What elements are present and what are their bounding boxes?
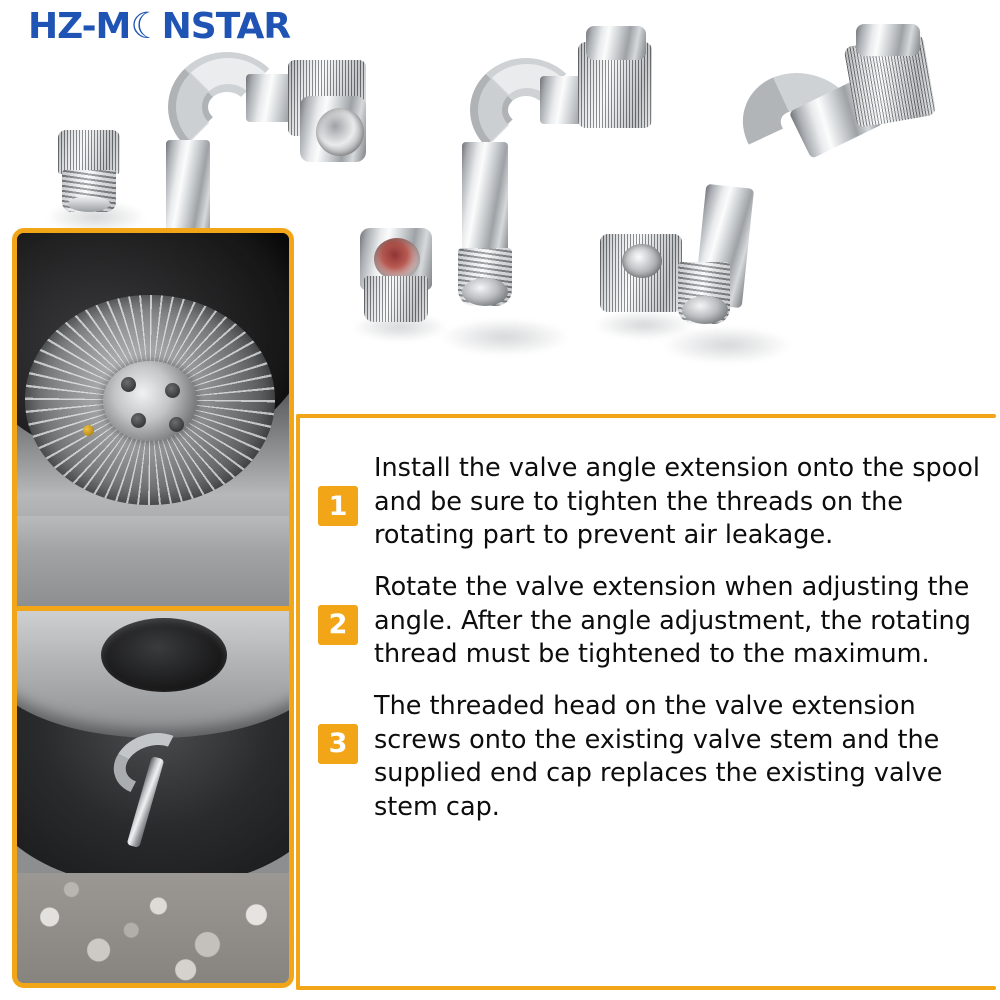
instruction-step (318, 690, 986, 825)
step-text: The threaded head on the valve extension screws onto the existing valve stem and the supplied end cap replaces the existing valve stem cap. (374, 690, 943, 822)
tire-valve-stem-installed-photo (17, 608, 289, 983)
instruction-step (318, 571, 986, 672)
instruction-step (318, 452, 986, 553)
photo-divider (17, 606, 289, 611)
step-number-badge: 1 (318, 486, 358, 526)
moon-icon: ☾ (130, 6, 162, 47)
vertical-divider-rule (296, 414, 300, 990)
step-number-badge: 3 (318, 724, 358, 764)
photo-column (12, 228, 294, 988)
brand-logo (28, 6, 290, 47)
instructions-list (318, 452, 986, 843)
bottom-divider-rule (296, 986, 996, 990)
motorcycle-wheel-photo (17, 233, 289, 608)
brand-logo-text-part1: HZ-M (28, 6, 131, 47)
top-divider-rule (296, 414, 996, 418)
brand-logo-text-part2: NSTAR (161, 6, 291, 47)
step-text: Install the valve angle extension onto the spool and be sure to tighten the threads on the rotating part to prevent air leakage. (374, 453, 980, 551)
valve-stem-marker (83, 425, 94, 436)
step-text: Rotate the valve extension when adjusting the angle. After the angle adjustment, the rotating thread must be tightened to the maximum. (374, 571, 971, 670)
step-number-badge: 2 (318, 605, 358, 645)
